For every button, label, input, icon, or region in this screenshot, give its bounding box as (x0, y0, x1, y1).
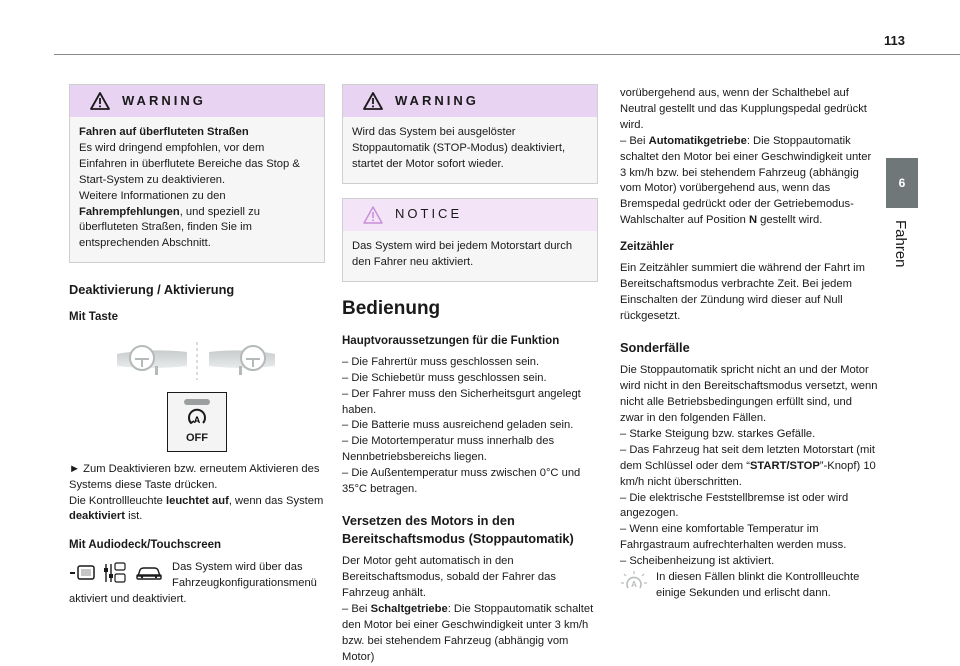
notice-title: NOTICE (395, 206, 463, 222)
list-item: – Das Fahrzeug hat seit dem letzten Motorstart (mit dem Schlüssel oder dem “START/STOP”-Knopf) 10 km/h nicht überschritten. (620, 443, 876, 488)
button-off-label: OFF (186, 432, 208, 445)
warning-body-2 (343, 117, 597, 183)
notice-text: Das System wird bei jedem Motorstart durch den Fahrer neu aktiviert. (352, 239, 573, 268)
list-item: – Die Außentemperatur muss zwischen 0°C und 35°C betragen. (342, 467, 581, 496)
menu-screen-icon (69, 565, 95, 581)
special-text: Die Stoppautomatik spricht nicht an und der Motor wird nicht in den Bereitschaftsmodus versetzt, wenn nicht alle Betriebsbedingungen erfüllt sind, und zwar in den folgenden Fällen. (620, 364, 878, 424)
conditions-list (342, 355, 598, 498)
list-item: – Die Motortemperatur muss innerhalb des Nennbetriebsbereichs liegen. (342, 435, 555, 464)
warning-triangle-icon (90, 92, 110, 110)
vehicle-icon (135, 564, 163, 582)
column-3 (620, 86, 878, 602)
subheading-button: Mit Taste (69, 311, 118, 324)
warning-text-2: Wird das System bei ausgelöster Stoppautomatik (STOP-Modus) deaktiviert, startet der Motor sofort wieder. (352, 126, 566, 170)
manual-gearbox-text: – Bei Schaltgetriebe: Die Stoppautomatik schaltet den Motor bei einer Geschwindigkeit unter 3 km/h bzw. bei stehendem Fahrzeug (abhängig vom Motor) (342, 603, 594, 663)
warning-title-2: WARNING (395, 92, 479, 108)
auto-stop-lamp-icon (620, 570, 648, 594)
svg-text:A: A (193, 415, 201, 426)
audio-text: Das System wird über das Fahrzeugkonfigurationsmenü (172, 560, 317, 589)
subheading-timer: Zeitzähler (620, 241, 674, 254)
manual-gearbox-cont: vorübergehend aus, wenn der Schalthebel auf Neutral gestellt und das Kupplungspedal gedrückt wird. (620, 87, 867, 131)
chapter-tab[interactable]: 6 (886, 158, 918, 208)
notice-triangle-icon (363, 206, 383, 224)
warning-text: Es wird dringend empfohlen, vor dem Einfahren in überflutete Bereiche das Stop & Start-System zu deaktivieren. (79, 141, 300, 186)
warning-title: WARNING (122, 92, 206, 108)
section-title-bedienung: Bedienung (342, 297, 441, 319)
section-title-deactivation: Deaktivierung / Aktivierung (69, 282, 235, 298)
subheading-conditions: Hauptvoraussetzungen für die Funktion (342, 334, 560, 347)
lamp-note (620, 570, 878, 602)
lamp-explanation: Die Kontrollleuchte leuchtet auf, wenn das System deaktiviert ist. (69, 494, 324, 523)
header-rule (54, 54, 960, 55)
audio-icons (69, 560, 172, 584)
dashboard-stalk-icon (69, 334, 325, 394)
list-item: – Die elektrische Feststellbremse ist oder wird angezogen. (620, 491, 849, 520)
notice-box (342, 198, 598, 282)
warning-body (70, 117, 324, 262)
column-1 (69, 84, 325, 607)
warning-box-stop (342, 84, 598, 184)
audio-row (69, 560, 325, 592)
chapter-label: Fahren (892, 220, 909, 268)
warning-header-2 (343, 85, 597, 117)
auto-stop-icon (186, 409, 208, 429)
page-number: 113 (884, 33, 905, 48)
list-item: – Starke Steigung bzw. starkes Gefälle. (620, 427, 816, 440)
list-item: – Wenn eine komfortable Temperatur im Fahrgastraum aufrechterhalten werden muss. (620, 523, 847, 552)
dashboard-illustration (69, 334, 325, 454)
column-2 (342, 84, 598, 666)
list-item: – Scheibenheizung ist aktiviert. (620, 555, 775, 568)
subheading-audio: Mit Audiodeck/Touchscreen (69, 539, 222, 552)
timer-text: Ein Zeitzähler summiert die während der Fahrt im Bereitschaftsmodus verbrachte Zeit. Bei jedem Einschalten der Zündung wird dieser auf Null rückgesetzt. (620, 262, 865, 323)
section-title-standby: Versetzen des Motors in den Bereitschaftsmodus (Stoppautomatik) (342, 512, 574, 547)
warning-text-more: Weitere Informationen zu den Fahrempfehlungen, und speziell zu überfluteten Straßen, finden Sie im entsprechenden Abschnitt. (79, 189, 260, 250)
settings-sliders-icon (103, 562, 127, 584)
notice-header (343, 199, 597, 231)
warning-box-flooded (69, 84, 325, 263)
list-item: – Der Fahrer muss den Sicherheitsgurt angelegt haben. (342, 387, 581, 416)
list-item: – Die Batterie muss ausreichend geladen sein. (342, 419, 574, 432)
standby-text: Der Motor geht automatisch in den Bereitschaftsmodus, sobald der Fahrer das Fahrzeug anhält. (342, 555, 556, 600)
svg-text:A: A (631, 580, 637, 590)
warning-heading: Fahren auf überfluteten Straßen (79, 126, 249, 138)
audio-text-cont: aktiviert und deaktiviert. (69, 592, 187, 605)
auto-gearbox-text: – Bei Automatikgetriebe: Die Stoppautomatik schaltet den Motor bei einer Geschwindigkeit unter 3 km/h bzw. bei stehendem Fahrzeug (abhängig vom Motor) vorübergehend aus, wenn das Bremspedal gedrückt oder der Getriebemodus-Wahlschalter auf Position N gestellt wird. (620, 134, 872, 227)
lamp-note-text: In diesen Fällen blinkt die Kontrollleuchte einige Sekunden und erlischt dann. (656, 571, 860, 599)
warning-header (70, 85, 324, 117)
auto-start-stop-button[interactable] (167, 392, 227, 452)
list-item: – Die Fahrertür muss geschlossen sein. (342, 355, 540, 368)
list-item: – Die Schiebetür muss geschlossen sein. (342, 371, 547, 384)
section-title-special: Sonderfälle (620, 340, 690, 356)
indicator-lamp (184, 399, 210, 405)
instruction-step: ► Zum Deaktivieren bzw. erneutem Aktivieren des Systems diese Taste drücken. (69, 462, 320, 491)
warning-triangle-icon (363, 92, 383, 110)
notice-body (343, 231, 597, 281)
